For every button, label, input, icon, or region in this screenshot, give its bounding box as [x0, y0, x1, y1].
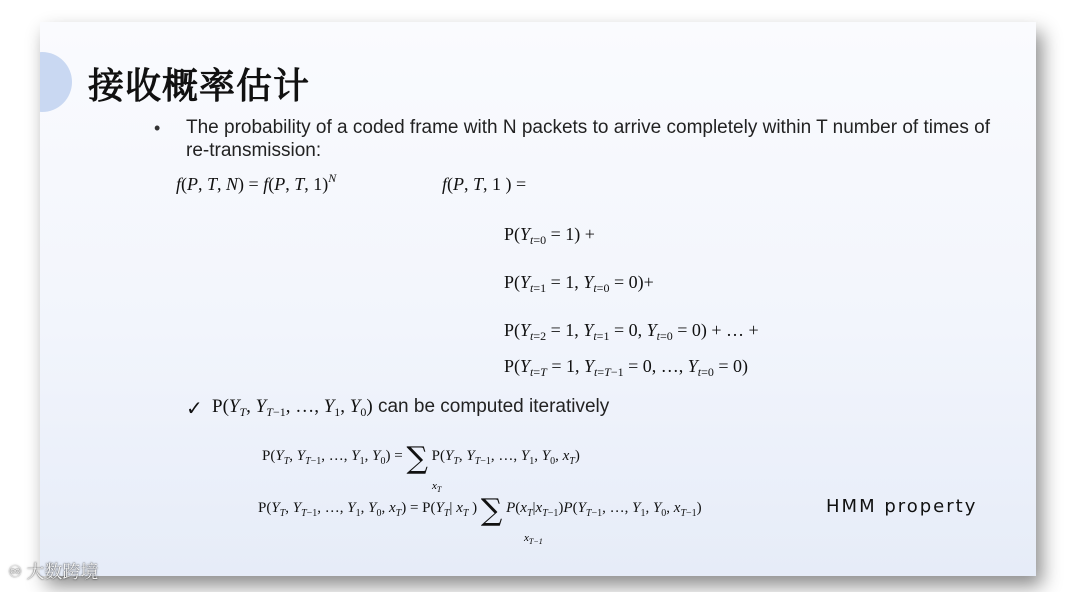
iter-equation-1: $P(Y_T$, $Y_{T-1}$, …, $Y_1$, $Y_0$) = ∑ $P(Y_T$, $Y_{T-1}$, …, $Y_1$, $Y_0$, $x_T$)	[262, 441, 580, 476]
term-1: $P(Y_{t=1} = 1$, $Y_{t=0} = 0)+$	[504, 272, 654, 295]
check-line	[212, 396, 609, 418]
equation-left: f(P, T, N) = f(P, T, 1)$^N$	[176, 171, 337, 194]
check-formula: $P(Y_T$, $Y_{T-1}$, …, $Y_1$, $Y_0$)	[212, 396, 373, 419]
check-icon: ✓	[186, 396, 203, 420]
sum-index-1: $x_T$	[432, 480, 442, 495]
sum-icon: ∑	[406, 441, 428, 476]
term-0: $P(Y_{t=0} = 1)$ +	[504, 224, 595, 247]
hmm-label: HMM property	[826, 496, 978, 517]
slide	[40, 22, 1036, 576]
iter-equation-2: $P(Y_T$, $Y_{T-1}$, …, $Y_1$, $Y_0$, $x_T) = P(Y_T|$ $x_T$ ) ∑ $P(x_T|x_{T-1})P(Y_{T-1}$, …, $Y_1$, $Y_0$, $x_{T-1}$)	[258, 493, 702, 528]
watermark	[8, 558, 98, 584]
sum-index-2: $x_{T-1}$	[524, 532, 543, 547]
check-text: can be computed iteratively	[377, 396, 610, 417]
infinity-logo-icon: ♾	[8, 561, 23, 581]
equation-right-head: f(P, T, 1 ) =	[442, 174, 527, 194]
decorative-circle	[40, 52, 72, 112]
term-3: $P(Y_{t=T} = 1$, $Y_{t=T-1} = 0$, …, $Y_{t=0} = 0$)	[504, 356, 749, 379]
term-2: $P(Y_{t=2} = 1$, $Y_{t=1} = 0$, $Y_{t=0} = 0$) + … +	[504, 320, 759, 343]
bullet-icon: •	[154, 118, 161, 138]
watermark-text: 大数跨境	[26, 562, 99, 583]
sum-icon: ∑	[480, 493, 503, 528]
bullet-text: The probability of a coded frame with N packets to arrive completely within T number of times of re-transmission:	[186, 117, 990, 161]
slide-title: 接收概率估计	[88, 66, 311, 107]
